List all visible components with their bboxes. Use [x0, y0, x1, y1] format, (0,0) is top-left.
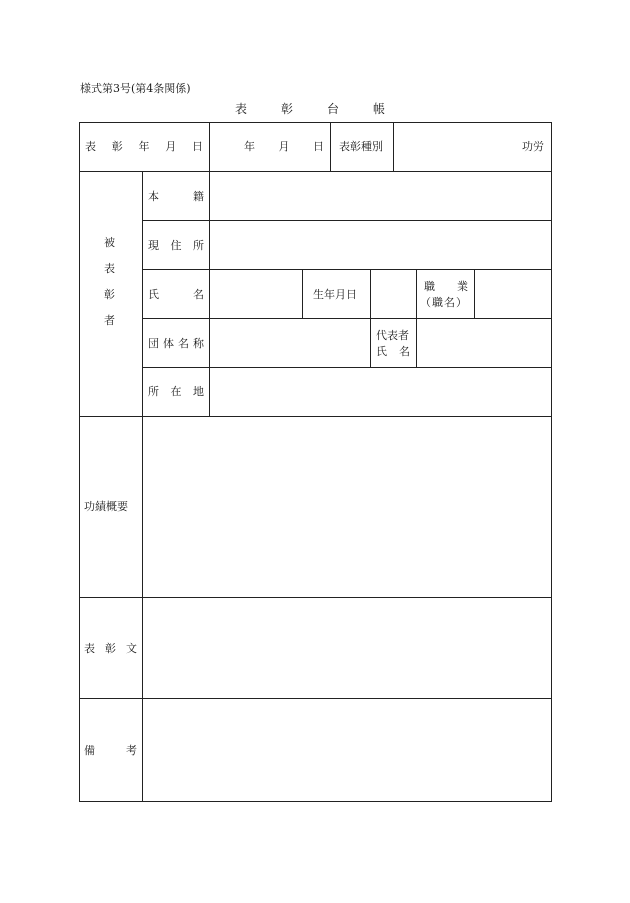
citation-label: [84, 643, 137, 654]
label-char: 業: [457, 280, 468, 293]
label-char: 所: [193, 239, 204, 252]
achievement-summary-label: 功績概要: [84, 500, 128, 513]
col-divider: [370, 269, 371, 367]
label-char: 氏: [376, 345, 387, 358]
col-divider: [302, 269, 303, 318]
label-char: 所: [148, 385, 159, 398]
label-char: 表: [104, 262, 115, 275]
label-char: 名: [193, 288, 204, 301]
label-char: 彰: [105, 642, 116, 655]
award-date-label: [85, 141, 203, 152]
table-border-top: [79, 122, 552, 123]
row-divider: [79, 597, 552, 598]
awardee-section-label: [104, 237, 115, 326]
table-border-left: [79, 122, 80, 802]
award-date-field: [244, 141, 324, 152]
date-part: 年: [244, 140, 255, 153]
domicile-label: [148, 191, 204, 202]
col-divider: [142, 171, 143, 801]
label-char: 籍: [193, 190, 204, 203]
date-part: 日: [313, 140, 324, 153]
row-divider: [142, 269, 552, 270]
label-char: 月: [165, 140, 177, 153]
label-char: 名: [178, 337, 189, 350]
occupation-label-line2: （職名）: [420, 296, 468, 309]
row-divider: [142, 318, 552, 319]
row-divider: [142, 367, 552, 368]
row-divider: [142, 220, 552, 221]
row-divider: [79, 698, 552, 699]
label-char: 地: [193, 385, 204, 398]
name-label: [148, 289, 204, 300]
label-char: 表: [84, 642, 95, 655]
title-char: 帳: [373, 102, 388, 116]
label-char: 職: [424, 280, 435, 293]
label-char: 住: [170, 239, 182, 252]
label-char: 年: [138, 140, 150, 153]
occupation-label-line1: [424, 281, 468, 292]
label-char: 本: [148, 190, 159, 203]
label-char: 日: [192, 140, 203, 153]
table-border-right: [551, 122, 552, 802]
form-number: 様式第3号(第4条関係): [80, 82, 191, 95]
award-type-value: 功労: [522, 140, 544, 153]
row-divider: [79, 171, 552, 172]
title-char: 彰: [281, 102, 296, 116]
table-border-bottom: [79, 801, 552, 802]
col-divider: [330, 122, 331, 171]
col-divider: [393, 122, 394, 171]
label-char: 備: [84, 744, 95, 757]
remarks-label: [84, 745, 137, 756]
col-divider: [209, 122, 210, 171]
label-char: 団: [148, 337, 159, 350]
page-title: [235, 100, 413, 117]
col-divider: [209, 171, 210, 416]
label-char: 表: [85, 140, 96, 153]
title-char: 台: [327, 102, 342, 116]
label-char: 考: [126, 744, 137, 757]
location-label: [148, 386, 204, 397]
label-char: 名: [399, 345, 410, 358]
col-divider: [416, 269, 417, 367]
col-divider: [474, 269, 475, 318]
label-char: 氏: [148, 288, 159, 301]
representative-label-line1: 代表者: [376, 329, 409, 342]
label-char: 彰: [111, 140, 123, 153]
date-part: 月: [278, 140, 290, 153]
label-char: 文: [126, 642, 137, 655]
label-char: 現: [148, 239, 159, 252]
address-label: [148, 240, 204, 251]
representative-label-line2: [376, 346, 410, 357]
row-divider: [79, 416, 552, 417]
label-char: 在: [170, 385, 182, 398]
award-type-label: 表彰種別: [339, 140, 383, 153]
label-char: 体: [163, 337, 174, 350]
title-char: 表: [235, 102, 250, 116]
org-name-label: [148, 338, 204, 349]
label-char: 被: [104, 236, 115, 249]
birthdate-label: 生年月日: [313, 288, 357, 301]
label-char: 称: [193, 337, 204, 350]
label-char: 彰: [104, 288, 115, 301]
label-char: 者: [104, 314, 115, 327]
